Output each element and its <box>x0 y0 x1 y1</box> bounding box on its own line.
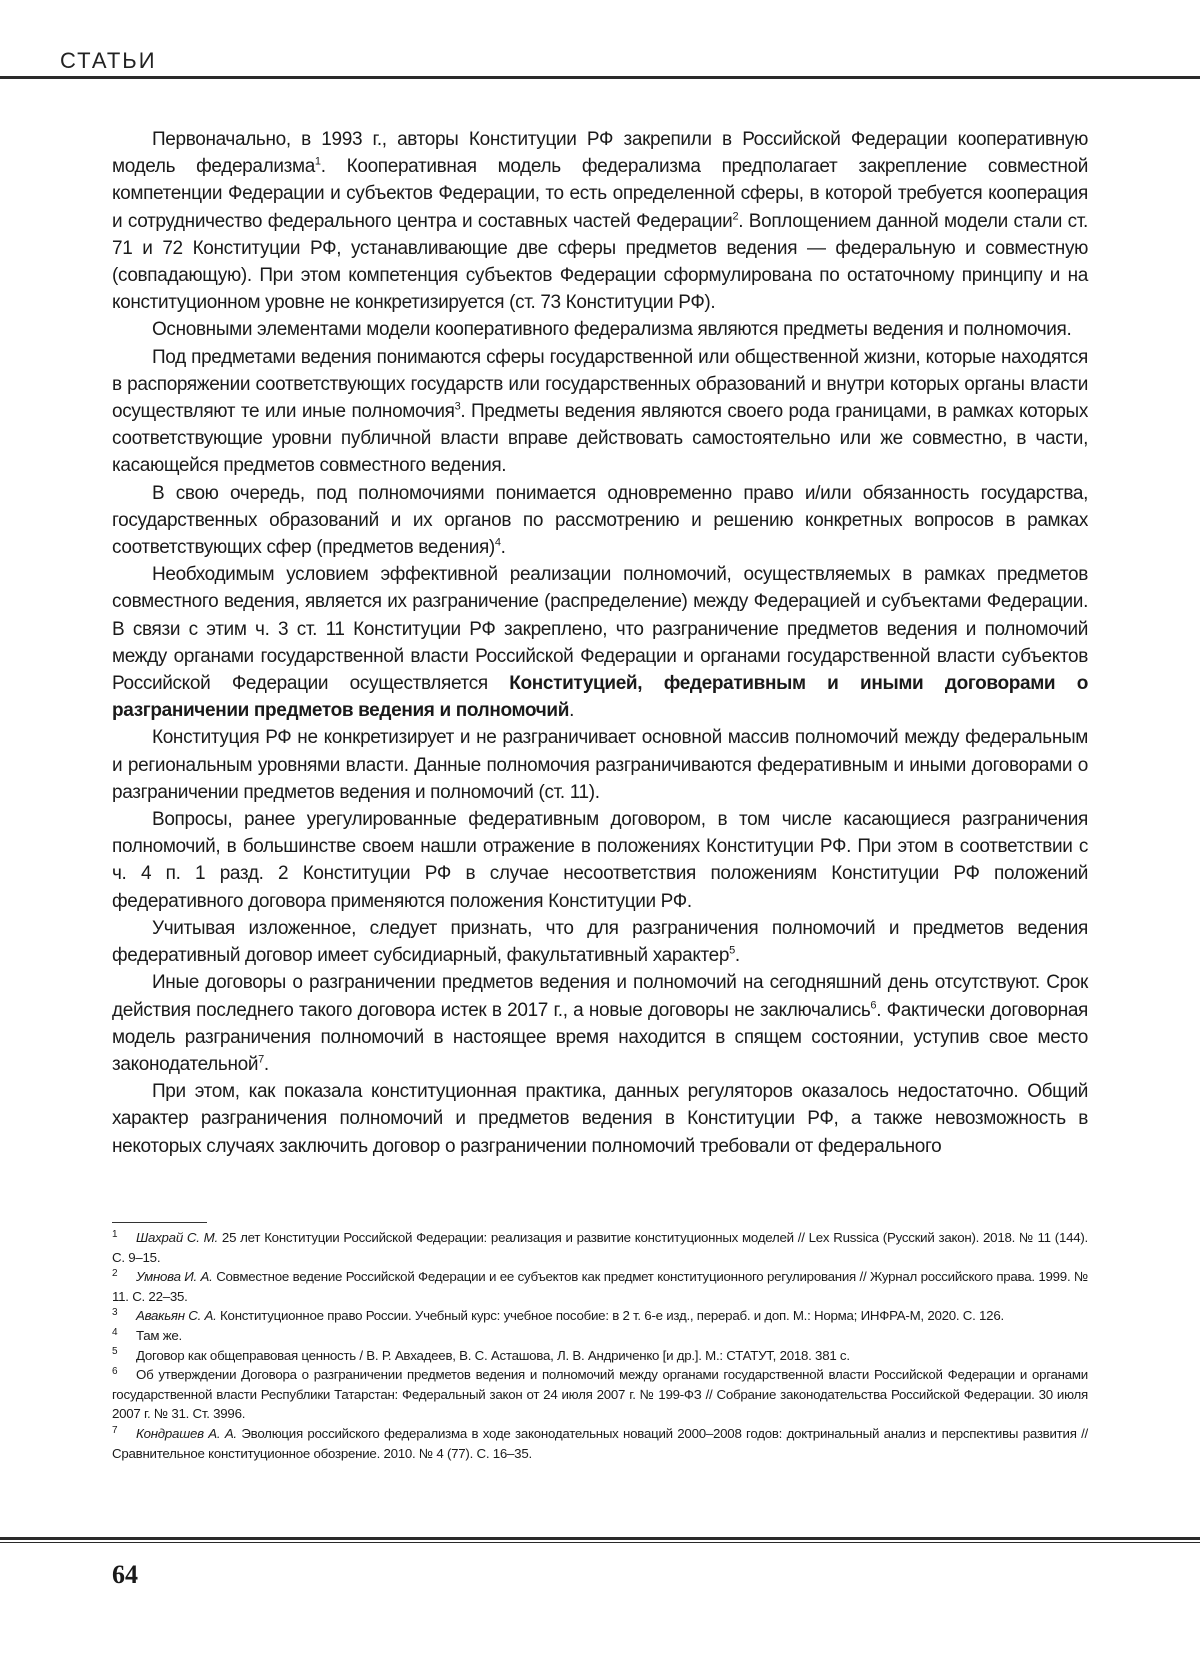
footnote: 1 Шахрай С. М. 25 лет Конституции Российской Федерации: реализация и развитие конституционных моделей // Lex Russica (Русский закон). 2018. № 11 (144). С. 9–15. <box>112 1228 1088 1267</box>
footnote: 3 Авакьян С. А. Конституционное право России. Учебный курс: учебное пособие: в 2 т. 6-е изд., перераб. и доп. М.: Норма; ИНФРА-М, 2020. С. 126. <box>112 1306 1088 1326</box>
paragraph <box>112 126 1088 316</box>
paragraph <box>112 344 1088 480</box>
paragraph <box>112 724 1088 806</box>
text-run: Вопросы, ранее урегулированные федеративным договором, в том числе касающиеся разграничения полномочий, в большинстве своем нашли отражение в положениях Конституции РФ. При этом в соответствии с ч. 4 п. 1 разд. 2 Конституции РФ в случае несоответствия положениям Конституции РФ положений федеративного договора применяются положения Конституции РФ. <box>112 809 1088 912</box>
paragraph <box>112 480 1088 562</box>
paragraph <box>112 316 1088 343</box>
footnotes <box>112 1228 1088 1463</box>
text-run: . Предметы ведения являются своего рода границами, в рамках которых соответствующие уровни публичной власти вправе действовать самостоятельно или же совместно, в части, касающейся предметов совместного ведения. <box>112 401 1088 476</box>
text-run: Иные договоры о разграничении предметов ведения и полномочий на сегодняшний день отсутствуют. Срок действия последнего такого договора истек в 2017 г., а новые договоры не заключались <box>112 972 1088 1020</box>
footnote-ref: 1 <box>315 156 321 168</box>
article-body <box>112 126 1088 1160</box>
paragraph <box>112 806 1088 915</box>
footnote-author: Умнова И. А. <box>136 1269 213 1284</box>
text-run: . <box>735 945 740 966</box>
footnote: 6 Об утверждении Договора о разграничении предметов ведения и полномочий между органами государственной власти Российской Федерации и органами государственной власти Республики Татарстан: Федеральный закон от 24 июля 2007 г. № 199-ФЗ // Собрание законодательства Российской Федерации. 30 июля 2007 г. № 31. Ст. 3996. <box>112 1365 1088 1424</box>
footnote-ref: 4 <box>495 537 501 549</box>
footnote-text: Об утверждении Договора о разграничении предметов ведения и полномочий между органами государственной власти Российской Федерации и органами государственной власти Республики Татарстан: Федеральный закон от 24 июля 2007 г. № 199-ФЗ // Собрание законодательства Российской Федерации. 30 июля 2007 г. № 31. Ст. 3996. <box>112 1367 1088 1421</box>
paragraph <box>112 1078 1088 1160</box>
paragraph <box>112 969 1088 1078</box>
paragraph <box>112 561 1088 724</box>
text-run: . <box>501 537 506 558</box>
footnote: 7 Кондрашев А. А. Эволюция российского федерализма в ходе законодательных новаций 2000–2008 годов: доктринальный анализ и перспективы развития // Сравнительное конституционное обозрение. 2010. № 4 (77). С. 16–35. <box>112 1424 1088 1463</box>
bold-text: Конституцией, федеративным и иными договорами о разграничении предметов ведения и полномочий <box>112 673 1088 721</box>
footnote-text: Эволюция российского федерализма в ходе законодательных новаций 2000–2008 годов: доктринальный анализ и перспективы развития // Сравнительное конституционное обозрение. 2010. № 4 (77). С. 16–35. <box>112 1426 1088 1461</box>
footnote-separator <box>112 1222 207 1223</box>
text-run: . <box>264 1054 269 1075</box>
text-run: В свою очередь, под полномочиями понимается одновременно право и/или обязанность государства, государственных образований и их органов по рассмотрению и решению конкретных вопросов в рамках соответствующих сфер (предметов ведения) <box>112 483 1088 558</box>
footnote: 2 Умнова И. А. Совместное ведение Российской Федерации и ее субъектов как предмет конституционного регулирования // Журнал российского права. 1999. № 11. С. 22–35. <box>112 1267 1088 1306</box>
footnote-author: Шахрай С. М. <box>136 1230 218 1245</box>
footnote-text: 25 лет Конституции Российской Федерации: реализация и развитие конституционных моделей // Lex Russica (Русский закон). 2018. № 11 (144). С. 9–15. <box>112 1230 1088 1265</box>
footnote: 5 Договор как общеправовая ценность / В. Р. Авхадеев, В. С. Асташова, Л. В. Андриченко [и др.]. М.: СТАТУТ, 2018. 381 с. <box>112 1346 1088 1366</box>
paragraph <box>112 915 1088 969</box>
footnote-ref: 5 <box>729 945 735 957</box>
text-run: Под предметами ведения понимаются сферы государственной или общественной жизни, которые находятся в распоряжении соответствующих государств или государственных образований и внутри которых органы власти осуществляют те или иные полномочия <box>112 347 1088 422</box>
text-run: Учитывая изложенное, следует признать, что для разграничения полномочий и предметов ведения федеративный договор имеет субсидиарный, факультативный характер <box>112 918 1088 966</box>
footer-rule-thin <box>0 1542 1200 1543</box>
page-number: 64 <box>112 1560 138 1590</box>
footer-rule <box>0 1537 1200 1540</box>
footnote-ref: 7 <box>258 1054 264 1066</box>
text-run: Необходимым условием эффективной реализации полномочий, осуществляемых в рамках предметов совместного ведения, является их разграничение (распределение) между Федерацией и субъектами Федерации. В связи с этим ч. 3 ст. 11 Конституции РФ закреплено, что разграничение предметов ведения и полномочий между органами государственной власти Российской Федерации и органами государственной власти субъектов Российской Федерации осуществляется <box>112 564 1088 694</box>
section-title: СТАТЬИ <box>60 48 157 74</box>
footnote-ref: 2 <box>732 210 738 222</box>
text-run: . <box>569 700 574 721</box>
text-run: . Фактически договорная модель разграничения полномочий в настоящее время находится в спящем состоянии, уступив свое место законодательной <box>112 1000 1088 1075</box>
footnote-text: Там же. <box>136 1328 182 1343</box>
footnote-ref: 6 <box>870 999 876 1011</box>
footnote-ref: 3 <box>455 401 461 413</box>
text-run: Основными элементами модели кооперативного федерализма являются предметы ведения и полномочия. <box>152 319 1071 340</box>
text-run: . Кооперативная модель федерализма предполагает закрепление совместной компетенции Федерации и субъектов Федерации, то есть определенной сферы, в которой требуется кооперация и сотрудничество федерального центра и составных частей Федерации <box>112 156 1088 231</box>
text-run: Первоначально, в 1993 г., авторы Конституции РФ закрепили в Российской Федерации кооперативную модель федерализма <box>112 129 1088 177</box>
header-rule <box>0 76 1200 79</box>
footnote-author: Авакьян С. А. <box>136 1308 217 1323</box>
footnote-text: Конституционное право России. Учебный курс: учебное пособие: в 2 т. 6-е изд., перераб. и доп. М.: Норма; ИНФРА-М, 2020. С. 126. <box>217 1308 1004 1323</box>
footnote-author: Кондрашев А. А. <box>136 1426 237 1441</box>
footnote-text: Совместное ведение Российской Федерации и ее субъектов как предмет конституционного регулирования // Журнал российского права. 1999. № 11. С. 22–35. <box>112 1269 1088 1304</box>
text-run: . Воплощением данной модели стали ст. 71 и 72 Конституции РФ, устанавливающие две сферы предметов ведения — федеральную и совместную (совпадающую). При этом компетенция субъектов Федерации сформулирована по остаточному принципу и на конституционном уровне не конкретизируется (ст. 73 Конституции РФ). <box>112 211 1088 314</box>
footnote: 4 Там же. <box>112 1326 1088 1346</box>
text-run: Конституция РФ не конкретизирует и не разграничивает основной массив полномочий между федеральным и региональным уровнями власти. Данные полномочия разграничиваются федеративным и иными договорами о разграничении предметов ведения и полномочий (ст. 11). <box>112 727 1088 802</box>
footnote-text: Договор как общеправовая ценность / В. Р. Авхадеев, В. С. Асташова, Л. В. Андриченко [и др.]. М.: СТАТУТ, 2018. 381 с. <box>136 1348 850 1363</box>
text-run: При этом, как показала конституционная практика, данных регуляторов оказалось недостаточно. Общий характер разграничения полномочий и предметов ведения в Конституции РФ, а также невозможность в некоторых случаях заключить договор о разграничении полномочий требовали от федерального <box>112 1081 1088 1156</box>
